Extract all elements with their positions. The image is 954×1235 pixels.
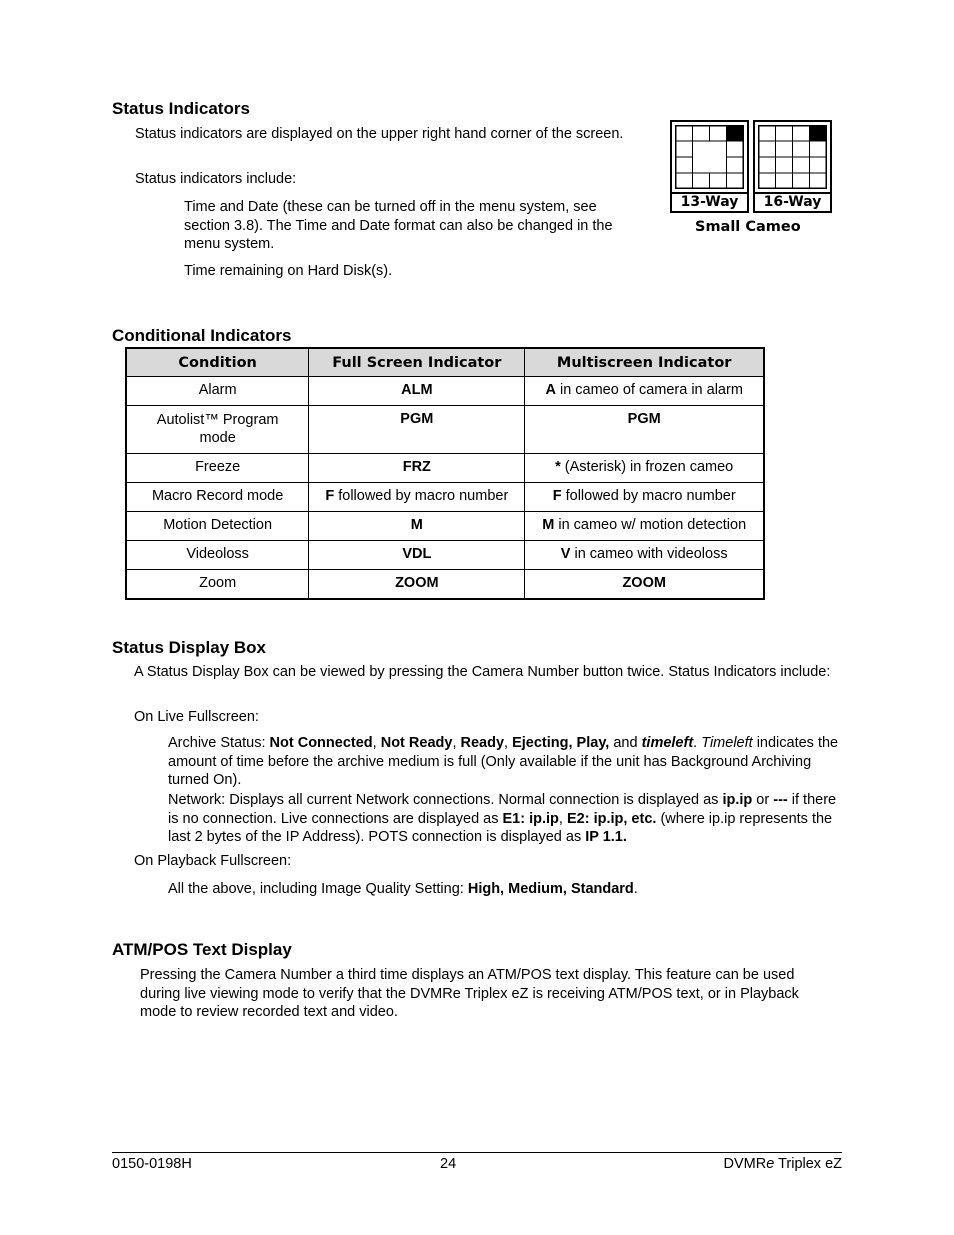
footer-page-number: 24 (440, 1156, 457, 1172)
cell-full-screen: PGM (309, 406, 525, 454)
footer-doc-number: 0150-0198H (112, 1156, 192, 1172)
paragraph: Status indicators are displayed on the upper right hand corner of the screen. (135, 126, 624, 142)
cell-condition: Freeze (126, 454, 309, 483)
list-item-archive-status: Archive Status: Not Connected, Not Ready, Ready, Ejecting, Play, and timeleft. Timeleft indicates the amount of time before the archive medium is full (Only available if the unit has Background Archiving turned On). (168, 735, 839, 788)
section-heading-atm-pos: ATM/POS Text Display (112, 940, 292, 959)
cell-full-screen: F followed by macro number (309, 483, 525, 512)
table-row (126, 377, 764, 406)
list-item-playback: All the above, including Image Quality Setting: High, Medium, Standard. (168, 881, 638, 897)
column-header-multiscreen: Multiscreen Indicator (525, 348, 764, 377)
cell-multiscreen: F followed by macro number (525, 483, 764, 512)
conditional-indicators-table (125, 347, 765, 600)
cell-multiscreen: PGM (525, 406, 764, 454)
cell-condition: Videoloss (126, 541, 309, 570)
table-row (126, 541, 764, 570)
section-heading-status-indicators: Status Indicators (112, 99, 250, 118)
cell-condition: Macro Record mode (126, 483, 309, 512)
paragraph: Status indicators include: (135, 171, 297, 187)
table-row (126, 512, 764, 541)
paragraph: On Live Fullscreen: (134, 709, 259, 725)
list-item-network: Network: Displays all current Network connections. Normal connection is displayed as ip.ip or --- if there is no connection. Live connections are displayed as E1: ip.ip, E2: ip.ip, etc. (where ip.ip represents the last 2 bytes of the IP Address). POTS connection is displayed as IP 1.1. (168, 792, 837, 845)
cameo-13-way-label: 13-Way (672, 192, 747, 211)
cell-condition: Zoom (126, 570, 309, 600)
cell-full-screen: ALM (309, 377, 525, 406)
table-row (126, 454, 764, 483)
cell-multiscreen: A in cameo of camera in alarm (525, 377, 764, 406)
paragraph: Pressing the Camera Number a third time displays an ATM/POS text display. This feature can be used during live viewing mode to verify that the DVMRe Triplex eZ is receiving ATM/POS text, or in Playback mode to review recorded text and video. (140, 967, 799, 1020)
grid-16-way-icon (758, 125, 827, 189)
column-header-condition: Condition (126, 348, 309, 377)
cell-condition: Alarm (126, 377, 309, 406)
list-item: Time and Date (these can be turned off in the menu system, see section 3.8). The Time and Date format can also be changed in the menu system. (184, 199, 613, 252)
cameo-16-way-label: 16-Way (755, 192, 830, 211)
paragraph: On Playback Fullscreen: (134, 853, 292, 869)
table-row (126, 406, 764, 454)
cell-condition: Autolist™ Program mode (126, 406, 309, 454)
cell-multiscreen: M in cameo w/ motion detection (525, 512, 764, 541)
figure-caption: Small Cameo (695, 219, 801, 235)
cell-full-screen: VDL (309, 541, 525, 570)
footer-divider (112, 1152, 842, 1153)
cell-multiscreen: V in cameo with videoloss (525, 541, 764, 570)
cell-multiscreen: ZOOM (525, 570, 764, 600)
cell-full-screen: ZOOM (309, 570, 525, 600)
cell-multiscreen: * (Asterisk) in frozen cameo (525, 454, 764, 483)
section-heading-conditional-indicators: Conditional Indicators (112, 326, 292, 345)
cameo-16-way-diagram (753, 120, 832, 213)
table-row (126, 570, 764, 600)
paragraph: A Status Display Box can be viewed by pressing the Camera Number button twice. Status Indicators include: (134, 664, 831, 680)
column-header-full-screen: Full Screen Indicator (309, 348, 525, 377)
table-row (126, 483, 764, 512)
grid-13-way-icon (675, 125, 744, 189)
cell-full-screen: FRZ (309, 454, 525, 483)
list-item: Time remaining on Hard Disk(s). (184, 263, 393, 279)
cameo-13-way-diagram (670, 120, 749, 213)
cell-full-screen: M (309, 512, 525, 541)
footer-product-name: DVMRe Triplex eZ (723, 1156, 842, 1172)
section-heading-status-display-box: Status Display Box (112, 638, 266, 657)
cell-condition: Motion Detection (126, 512, 309, 541)
table-header-row (126, 348, 764, 377)
